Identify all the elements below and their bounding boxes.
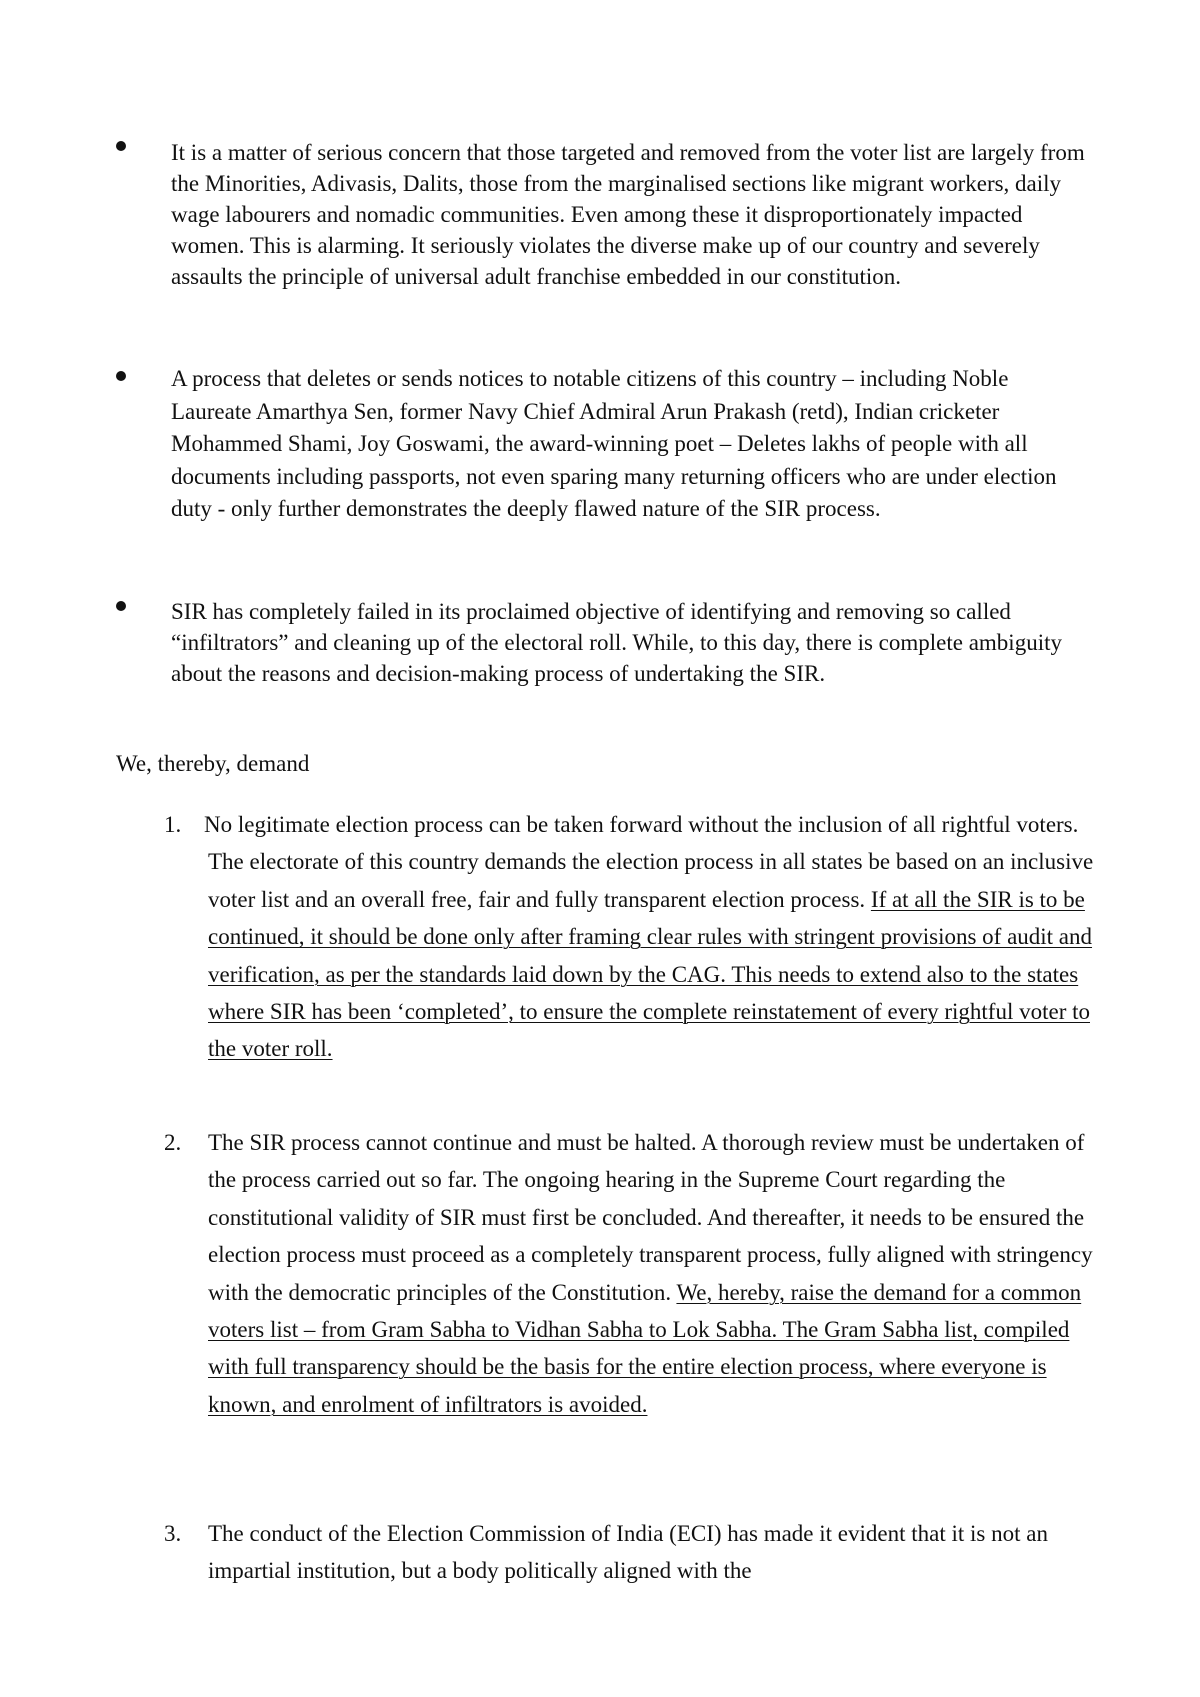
bullet-paragraph: It is a matter of serious concern that those targeted and removed from the voter list are largely from the Minorities, Adivasis, Dalits, those from the marginalised sections like migrant workers, daily wage labourers and nomadic communities. Even among these it disproportionately impacted women. This is alarming. It seriously violates the diverse make up of our country and severely assaults the principle of universal adult franchise embedded in our constitution. bbox=[171, 140, 1085, 289]
bullet-marker bbox=[116, 141, 126, 151]
demand-item bbox=[208, 1515, 1103, 1590]
bullet-marker bbox=[116, 371, 126, 381]
demand-intro: We, thereby, demand bbox=[116, 751, 310, 776]
list-number: 2. bbox=[164, 1130, 182, 1155]
demand-text: No legitimate election process can be taken forward without the inclusion of all rightful voters. The electorate of this country demands the election process in all states be based on an inclusive voter list and an overall free, fair and fully transparent election process. bbox=[204, 812, 1094, 912]
demand-underlined-text: We, hereby, raise the demand for a common voters list – from Gram Sabha to Vidhan Sabha to Lok Sabha. The Gram Sabha list, compiled with full transparency should be the basis for the entire election process, where everyone is known, and enrolment of infiltrators is avoided. bbox=[208, 1279, 1082, 1417]
demand-text: The SIR process cannot continue and must be halted. A thorough review must be undertaken of the process carried out so far. The ongoing hearing in the Supreme Court regarding the constitutional validity of SIR must first be concluded. And thereafter, it needs to be ensured the election process must proceed as a completely transparent process, fully aligned with stringency with the democratic principles of the Constitution. bbox=[208, 1130, 1093, 1305]
list-number: 3. bbox=[164, 1521, 182, 1546]
demand-text: The conduct of the Election Commission of India (ECI) has made it evident that it is not an impartial institution, but a body politically aligned with the bbox=[208, 1521, 1048, 1584]
list-number: 1. bbox=[164, 812, 182, 837]
demand-item bbox=[208, 1124, 1103, 1423]
demand-item bbox=[204, 806, 1103, 1068]
demand-underlined-text: If at all the SIR is to be continued, it should be done only after framing clear rules with stringent provisions of audit and verification, as per the standards laid down by the CAG. This needs to extend also to the states where SIR has been ‘completed’, to ensure the complete reinstatement of every rightful voter to the voter roll. bbox=[208, 886, 1093, 1062]
bullet-paragraph: A process that deletes or sends notices to notable citizens of this country – including Noble Laureate Amarthya Sen, former Navy Chief Admiral Arun Prakash (retd), Indian cricketer Mohammed Shami, Joy Goswami, the award-winning poet – Deletes lakhs of people with all documents including passports, not even sparing many returning officers who are under election duty - only further demonstrates the deeply flawed nature of the SIR process. bbox=[171, 366, 1057, 521]
bullet-marker bbox=[116, 601, 126, 611]
bullet-paragraph: SIR has completely failed in its proclaimed objective of identifying and removing so called “infiltrators” and cleaning up of the electoral roll. While, to this day, there is complete ambiguity about the reasons and decision-making process of undertaking the SIR. bbox=[171, 599, 1062, 686]
